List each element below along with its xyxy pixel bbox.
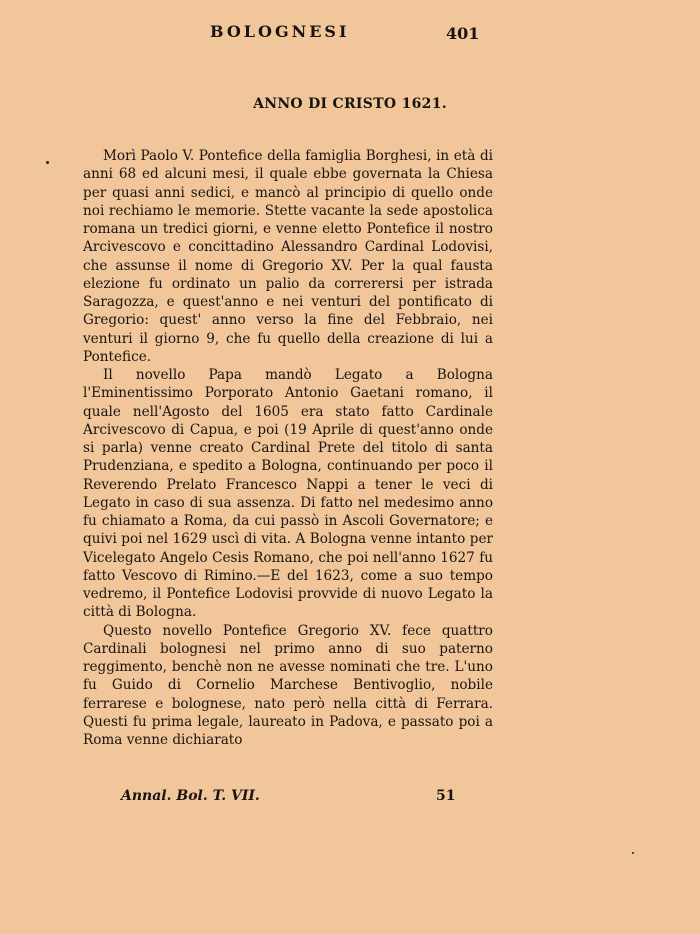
paragraph-2: Il novello Papa mandò Legato a Bologna l'Eminentissimo Porporato Antonio Gaetani romano, il quale nell'Agosto del 1605 era stato fatto Cardinale Arcivescovo di Capua, e poi (19 Aprile di quest'anno onde si parla) venne creato Cardinal Prete del titolo di santa Prudenziana, e spedito a Bologna, continuando per poco il Reverendo Prelato Francesco Nappi a tener le veci di Legato in caso di sua assenza. Di fatto nel medesimo anno fu chiamato a Roma, da cui passò in Ascoli Governatore; e quivi poi nel 1629 uscì di vita. A Bologna venne intanto per Vicelegato Angelo Cesis Romano, che poi nell'anno 1627 fu fatto Vescovo di Rimino.—E del 1623, come a suo tempo vedremo, il Pontefice Lodovisi provvide di nuovo Legato la città di Bologna. xyxy=(83,367,493,621)
paragraph-3: Questo novello Pontefice Gregorio XV. fece quattro Cardinali bolognesi nel primo anno di suo paterno reggimento, benchè non ne avesse nominati che tre. L'uno fu Guido di Cornelio Marchese Bentivoglio, nobile ferrarese e bolognese, nato però nella città di Ferrara. Questi fu prima legale, laureato in Padova, e passato poi a Roma venne dichiarato xyxy=(83,622,493,748)
running-head xyxy=(0,22,700,44)
year-heading: ANNO DI CRISTO 1621. xyxy=(253,96,447,112)
signature-line xyxy=(0,788,700,808)
paragraph-1: Morì Paolo V. Pontefice della famiglia Borghesi, in età di anni 68 ed alcuni mesi, il quale ebbe governata la Chiesa per quasi anni sedici, e mancò al principio di quello onde noi rechiamo le memorie. Stette vacante la sede apostolica romana un tredici giorni, e venne eletto Pontefice il nostro Arcivescovo e concittadino Alessandro Cardinal Lodovisi, che assunse il nome di Gregorio XV. Per la qual fausta elezione fu ordinato un palio da correrersi per istrada Saragozza, e quest'anno e nei venturi del pontificato di Gregorio: quest' anno verso la fine del Febbraio, nei venturi il giorno 9, che fu quello della creazione di lui a Pontefice. xyxy=(83,148,493,365)
ink-speck xyxy=(632,852,634,854)
body-text xyxy=(83,147,493,749)
signature-number: 51 xyxy=(436,788,456,804)
ink-speck xyxy=(46,161,49,164)
running-title: BOLOGNESI xyxy=(210,22,350,41)
page-number: 401 xyxy=(446,24,480,43)
signature-note: Annal. Bol. T. VII. xyxy=(121,788,260,804)
